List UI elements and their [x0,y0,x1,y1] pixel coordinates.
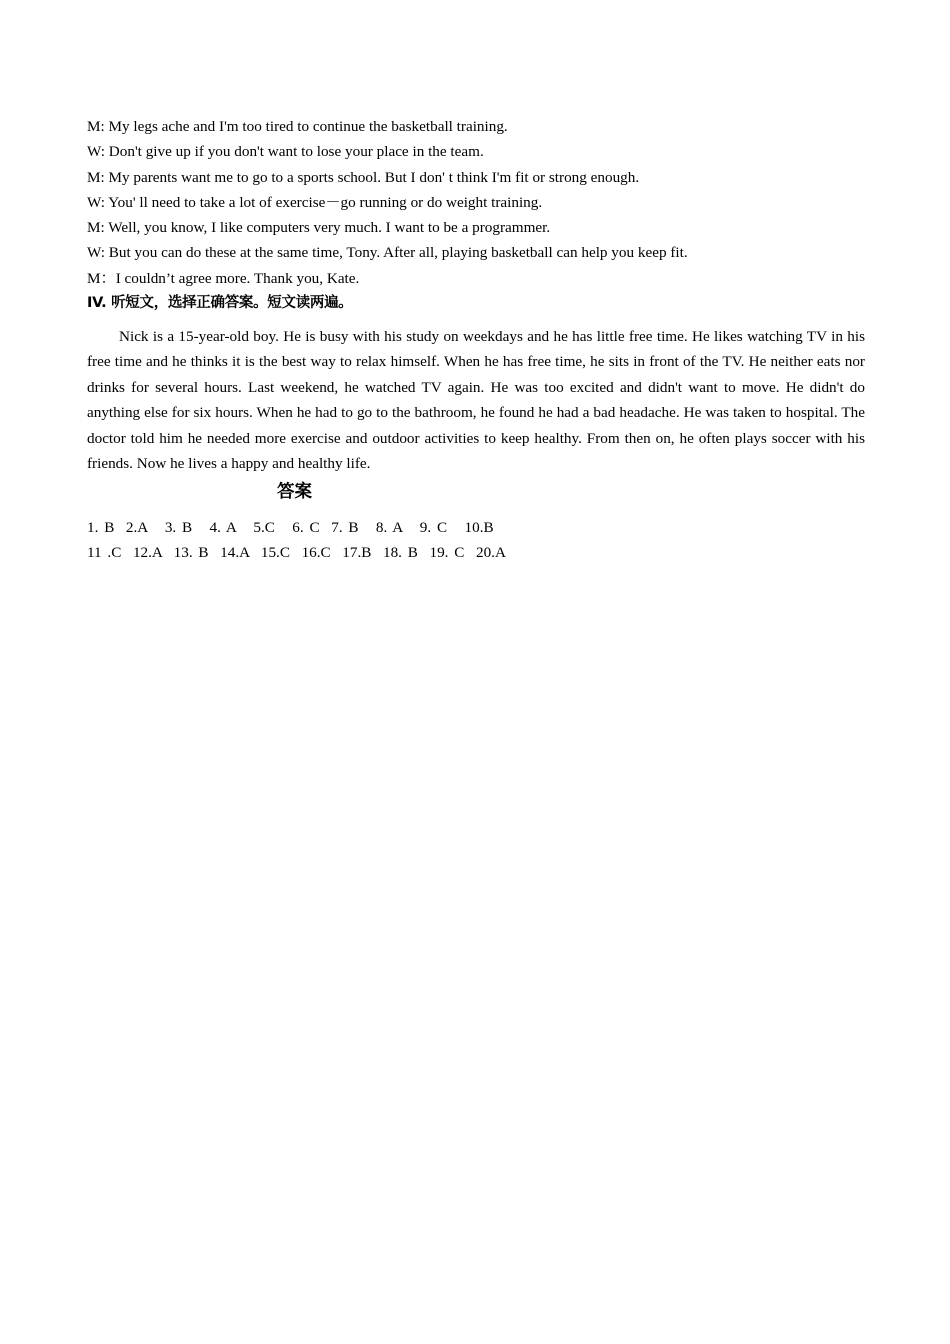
dialogue-line: W: You' ll need to take a lot of exercise－go running or do weight training. [87,193,543,211]
dialogue-transcript [87,114,865,291]
answer-line: 1. B 2.A 3. B 4. A 5.C 6. C 7. B 8. A 9. C 10.B [87,518,494,536]
answer-key [87,515,865,566]
dialogue-line: M: My parents want me to go to a sports school. But I don' t think I'm fit or strong enough. [87,168,640,186]
dialogue-line: M: Well, you know, I like computers very much. I want to be a programmer. [87,219,551,237]
listening-passage: Nick is a 15-year-old boy. He is busy with his study on weekdays and he has little free time. He likes watching TV in his free time and he thinks it is the best way to relax himself. When he has free time, he sits in front of the TV. He neither eats nor drinks for several hours. Last weekend, he watched TV again. He was too excited and didn't want to move. He didn't do anything else for six hours. When he had to go to the bathroom, he found he had a bad headache. He was taken to hospital. The doctor told him he needed more exercise and outdoor activities to keep healthy. From then on, he often plays soccer with his friends. Now he lives a happy and healthy life. [87,328,865,473]
answer-line: 11 .C 12.A 13. B 14.A 15.C 16.C 17.B 18. B 19. C 20.A [87,543,506,561]
section-heading: IV. 听短文，选择正确答案。短文读两遍。 [87,295,353,312]
dialogue-line: M: My legs ache and I'm too tired to continue the basketball training. [87,118,508,135]
dialogue-line: W: Don't give up if you don't want to lose your place in the team. [87,143,484,161]
document-content [87,114,865,565]
answer-title: 答案 [277,481,312,502]
dialogue-line: W: But you can do these at the same time, Tony. After all, playing basketball can help you keep fit. [87,244,688,262]
dialogue-line: M：I couldn’t agree more. Thank you, Kate. [87,269,360,287]
